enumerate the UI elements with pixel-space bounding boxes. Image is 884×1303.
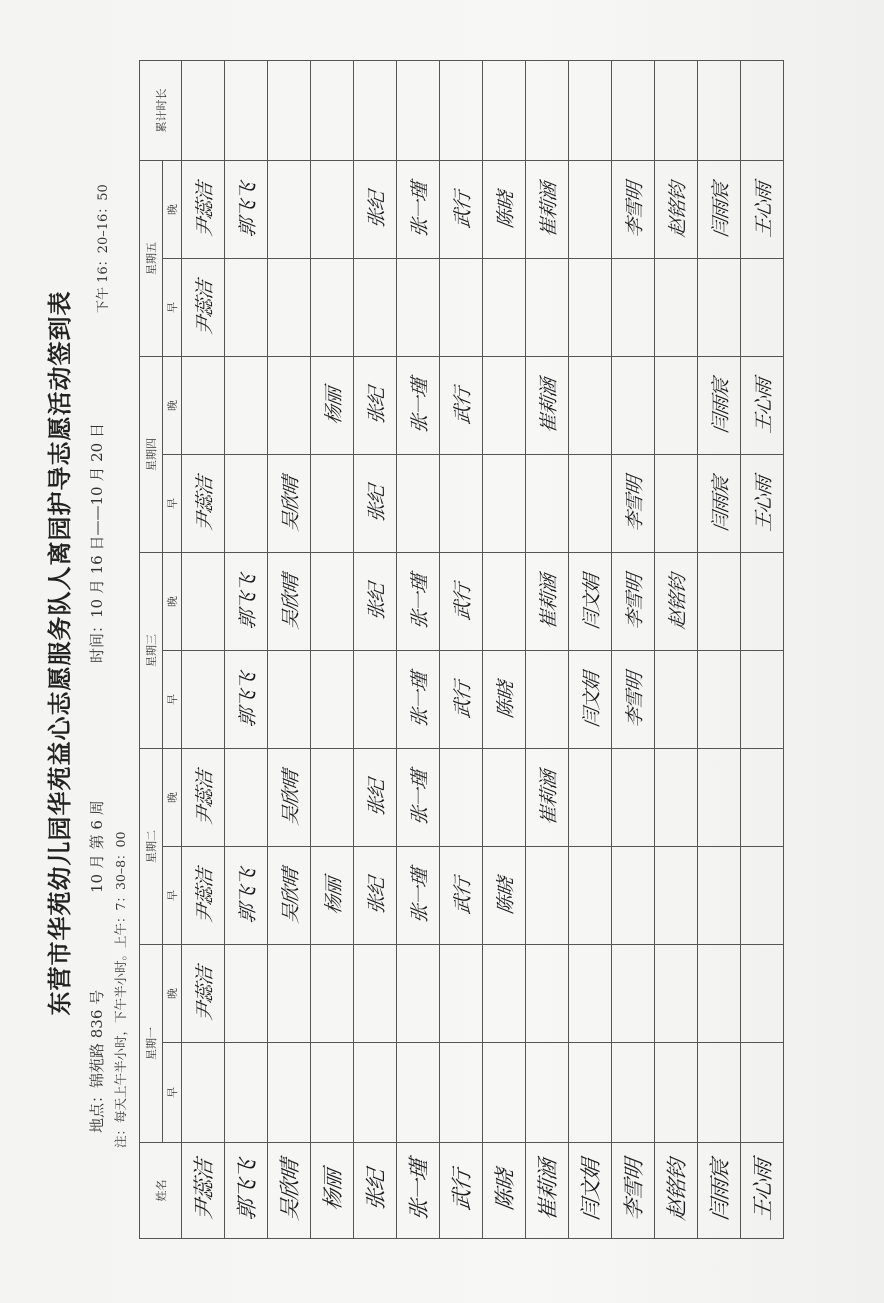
signature-cell [225, 357, 268, 455]
signature-cell [354, 945, 397, 1043]
evening-header: 晚 [163, 553, 182, 651]
signature-cell [612, 847, 655, 945]
signature: 张纪 [365, 582, 388, 622]
total-hours-cell [741, 61, 784, 161]
table-row [698, 61, 741, 1239]
signature-cell [569, 847, 612, 945]
sheet-title: 东营市华苑幼儿园华苑益心志愿服务队人离园护导志愿活动签到表 [45, 290, 74, 1016]
signature: 张纪 [365, 876, 388, 916]
volunteer-name-cell [526, 1143, 569, 1239]
signature-cell [483, 357, 526, 455]
signature: 张一瑾 [408, 573, 431, 631]
signature-cell [612, 357, 655, 455]
signature-cell [612, 749, 655, 847]
signature: 赵铭钧 [666, 573, 689, 631]
signature: 陈晓 [494, 876, 517, 916]
volunteer-name: 吴欣晴 [278, 1158, 302, 1223]
signature-cell [483, 259, 526, 357]
signature-cell [440, 651, 483, 749]
signature-cell [569, 357, 612, 455]
table-row [397, 61, 440, 1239]
header-row-slots [163, 61, 182, 1239]
table-row [225, 61, 268, 1239]
signature-cell [311, 651, 354, 749]
volunteer-name-cell [741, 1143, 784, 1239]
signature-cell [440, 259, 483, 357]
signature-cell [526, 945, 569, 1043]
signature-cell [741, 847, 784, 945]
signature: 张纪 [365, 484, 388, 524]
signature-cell [182, 455, 225, 553]
evening-header: 晚 [163, 161, 182, 259]
signature: 张一瑾 [408, 377, 431, 435]
signature-cell [182, 161, 225, 259]
volunteer-name-cell [698, 1143, 741, 1239]
volunteer-name: 武行 [450, 1168, 474, 1213]
signature: 武行 [451, 876, 474, 916]
signature: 崔莉涵 [537, 377, 560, 435]
signature-cell [569, 553, 612, 651]
signature: 尹蕊洁 [193, 475, 216, 533]
signature: 郭飞飞 [236, 867, 259, 925]
signature-cell [225, 259, 268, 357]
signature-cell [354, 749, 397, 847]
signature-cell [655, 357, 698, 455]
signature: 陈晓 [494, 190, 517, 230]
signature-cell [698, 1043, 741, 1143]
signature-cell [526, 651, 569, 749]
signature-cell [354, 847, 397, 945]
signature: 李雪明 [623, 671, 646, 729]
signature-cell [526, 1043, 569, 1143]
total-hours-cell [698, 61, 741, 161]
signature-cell [483, 1043, 526, 1143]
volunteer-name-cell [655, 1143, 698, 1239]
signature: 武行 [451, 582, 474, 622]
signature: 武行 [451, 190, 474, 230]
sign-in-table [139, 60, 784, 1239]
signature-cell [268, 945, 311, 1043]
signature: 武行 [451, 386, 474, 426]
evening-header: 晚 [163, 945, 182, 1043]
signature-cell [483, 455, 526, 553]
signature-cell [440, 1043, 483, 1143]
signature-cell [182, 651, 225, 749]
signature: 吴欣晴 [279, 475, 302, 533]
signature-cell [569, 749, 612, 847]
time-range-text: 时间：10 月 16 日——10 月 20 日 [88, 423, 106, 663]
table-row [268, 61, 311, 1239]
volunteer-name: 闫雨宸 [708, 1158, 732, 1223]
total-hours-cell [526, 61, 569, 161]
signature-cell [397, 259, 440, 357]
signature-cell [612, 945, 655, 1043]
signature-cell [483, 847, 526, 945]
signature-cell [440, 945, 483, 1043]
signature-cell [612, 161, 655, 259]
morning-header: 早 [163, 847, 182, 945]
signature: 张一瑾 [408, 769, 431, 827]
signature-cell [569, 259, 612, 357]
morning-header: 早 [163, 259, 182, 357]
total-hours-header: 累计时长 [140, 61, 182, 161]
signature-cell [655, 259, 698, 357]
volunteer-name-cell [483, 1143, 526, 1239]
signature-cell [440, 553, 483, 651]
signature-cell [182, 749, 225, 847]
afternoon-time-text: 下午 16：20–16：50 [96, 184, 111, 313]
volunteer-name: 张纪 [364, 1168, 388, 1213]
signature-cell [225, 455, 268, 553]
signature-cell [655, 945, 698, 1043]
total-hours-cell [354, 61, 397, 161]
signature-cell [741, 259, 784, 357]
signature: 闫文娟 [580, 671, 603, 729]
signature-cell [698, 847, 741, 945]
signature: 尹蕊洁 [193, 965, 216, 1023]
signature-cell [440, 357, 483, 455]
table-row [526, 61, 569, 1239]
signature-cell [311, 749, 354, 847]
signature: 崔莉涵 [537, 573, 560, 631]
signature: 尹蕊洁 [193, 867, 216, 925]
signature-cell [225, 945, 268, 1043]
signature-cell [440, 749, 483, 847]
signature-cell [655, 1043, 698, 1143]
signature-cell [311, 847, 354, 945]
signature-cell [612, 1043, 655, 1143]
signature-cell [268, 1043, 311, 1143]
signature-cell [741, 553, 784, 651]
signature-cell [268, 651, 311, 749]
signature-cell [354, 161, 397, 259]
signature-cell [698, 357, 741, 455]
signature-cell [612, 259, 655, 357]
signature-cell [655, 847, 698, 945]
volunteer-name-cell [440, 1143, 483, 1239]
signature-cell [182, 847, 225, 945]
signature: 吴欣晴 [279, 573, 302, 631]
signature-cell [268, 357, 311, 455]
signature-cell [397, 1043, 440, 1143]
total-hours-cell [440, 61, 483, 161]
signature-cell [741, 1043, 784, 1143]
signature: 尹蕊洁 [193, 769, 216, 827]
signature-cell [526, 161, 569, 259]
signature-cell [225, 1043, 268, 1143]
signature-cell [741, 945, 784, 1043]
signature-cell [698, 161, 741, 259]
signature-cell [354, 651, 397, 749]
signature-cell [182, 357, 225, 455]
evening-header: 晚 [163, 357, 182, 455]
signature: 张纪 [365, 778, 388, 818]
signature-cell [612, 651, 655, 749]
signature: 闫雨宸 [709, 181, 732, 239]
signature-cell [311, 161, 354, 259]
signature-cell [698, 749, 741, 847]
signature: 郭飞飞 [236, 573, 259, 631]
signature-cell [225, 651, 268, 749]
signature-cell [354, 455, 397, 553]
signature: 王心雨 [752, 181, 775, 239]
signature: 尹蕊洁 [193, 279, 216, 337]
signature: 李雪明 [623, 573, 646, 631]
volunteer-name: 王心雨 [751, 1158, 775, 1223]
morning-header: 早 [163, 651, 182, 749]
signature-cell [655, 651, 698, 749]
signature-cell [225, 161, 268, 259]
day-header: 星期一 [140, 945, 163, 1143]
table-row [354, 61, 397, 1239]
volunteer-name-cell [311, 1143, 354, 1239]
volunteer-name: 崔莉涵 [536, 1158, 560, 1223]
signature-cell [397, 847, 440, 945]
day-header: 星期三 [140, 553, 163, 749]
table-row [483, 61, 526, 1239]
total-hours-cell [225, 61, 268, 161]
volunteer-name: 郭飞飞 [235, 1158, 259, 1223]
volunteer-name-cell [569, 1143, 612, 1239]
evening-header: 晚 [163, 749, 182, 847]
signature-cell [397, 455, 440, 553]
signature-cell [698, 945, 741, 1043]
table-row [569, 61, 612, 1239]
sheet-meta [84, 93, 112, 1193]
signature-cell [182, 259, 225, 357]
signature: 崔莉涵 [537, 181, 560, 239]
header-row-days [140, 61, 163, 1239]
volunteer-name-cell [268, 1143, 311, 1239]
signature: 闫雨宸 [709, 377, 732, 435]
signature-cell [397, 749, 440, 847]
signature-cell [225, 847, 268, 945]
signature-cell [698, 651, 741, 749]
signature-cell [526, 847, 569, 945]
signature: 张一瑾 [408, 867, 431, 925]
signature-cell [483, 749, 526, 847]
signature-cell [569, 161, 612, 259]
signature-cell [397, 553, 440, 651]
signature-cell [311, 945, 354, 1043]
signature: 闫文娟 [580, 573, 603, 631]
signature-cell [483, 161, 526, 259]
signature-cell [483, 945, 526, 1043]
signature: 王心雨 [752, 377, 775, 435]
signature: 闫雨宸 [709, 475, 732, 533]
volunteer-name-cell [354, 1143, 397, 1239]
signature: 崔莉涵 [537, 769, 560, 827]
signature-cell [483, 553, 526, 651]
total-hours-cell [612, 61, 655, 161]
signature-cell [698, 553, 741, 651]
signature-cell [354, 553, 397, 651]
signature: 郭飞飞 [236, 181, 259, 239]
volunteer-name: 尹蕊洁 [192, 1158, 216, 1223]
signature-cell [655, 749, 698, 847]
signature-cell [182, 945, 225, 1043]
volunteer-name: 陈晓 [493, 1168, 517, 1213]
signature-cell [182, 553, 225, 651]
volunteer-name: 赵铭钧 [665, 1158, 689, 1223]
signature-cell [354, 1043, 397, 1143]
signature-cell [569, 945, 612, 1043]
day-header: 星期四 [140, 357, 163, 553]
signature-cell [182, 1043, 225, 1143]
signature-cell [311, 357, 354, 455]
volunteer-name-cell [397, 1143, 440, 1239]
signature-cell [741, 651, 784, 749]
signature-cell [741, 357, 784, 455]
day-header: 星期五 [140, 161, 163, 357]
signature-cell [311, 1043, 354, 1143]
signature-cell [612, 455, 655, 553]
signature-cell [397, 357, 440, 455]
signature-cell [655, 553, 698, 651]
volunteer-name: 闫文娟 [579, 1158, 603, 1223]
signature-cell [268, 553, 311, 651]
signature: 尹蕊洁 [193, 181, 216, 239]
morning-header: 早 [163, 1043, 182, 1143]
signature: 杨丽 [322, 876, 345, 916]
signature-cell [526, 749, 569, 847]
total-hours-cell [569, 61, 612, 161]
total-hours-cell [268, 61, 311, 161]
table-row [741, 61, 784, 1239]
volunteer-name-cell [612, 1143, 655, 1239]
signature-cell [741, 161, 784, 259]
volunteer-name: 张一瑾 [407, 1158, 431, 1223]
signature: 赵铭钧 [666, 181, 689, 239]
morning-header: 早 [163, 455, 182, 553]
signature-cell [612, 553, 655, 651]
signature-cell [526, 259, 569, 357]
signature: 李雪明 [623, 475, 646, 533]
signature-cell [655, 161, 698, 259]
signature-cell [354, 259, 397, 357]
signature: 武行 [451, 680, 474, 720]
signature-cell [440, 847, 483, 945]
signature: 李雪明 [623, 181, 646, 239]
signature-cell [569, 1043, 612, 1143]
location-text: 地点：锦苑路 836 号 [88, 989, 106, 1133]
signature-cell [698, 455, 741, 553]
signature-cell [268, 749, 311, 847]
note-text: 注：每天上午半小时，下午半小时。上午：7：30–8：00 [113, 831, 128, 1148]
signature-cell [268, 847, 311, 945]
signature-cell [311, 553, 354, 651]
signature: 张纪 [365, 386, 388, 426]
total-hours-cell [483, 61, 526, 161]
table-row [440, 61, 483, 1239]
signature: 吴欣晴 [279, 769, 302, 827]
signature: 杨丽 [322, 386, 345, 426]
signature-cell [311, 259, 354, 357]
signature: 张一瑾 [408, 181, 431, 239]
signature: 陈晓 [494, 680, 517, 720]
signature-cell [741, 455, 784, 553]
signature-cell [268, 259, 311, 357]
table-row [311, 61, 354, 1239]
signature-cell [225, 553, 268, 651]
signature-cell [655, 455, 698, 553]
signature-cell [440, 161, 483, 259]
total-hours-cell [182, 61, 225, 161]
signature: 王心雨 [752, 475, 775, 533]
signature-cell [526, 357, 569, 455]
signature: 郭飞飞 [236, 671, 259, 729]
signature-cell [354, 357, 397, 455]
signature: 张纪 [365, 190, 388, 230]
signature-cell [483, 651, 526, 749]
signature-cell [268, 455, 311, 553]
signature-cell [397, 161, 440, 259]
signature-cell [698, 259, 741, 357]
signature-cell [569, 651, 612, 749]
table-row [612, 61, 655, 1239]
signature-cell [268, 161, 311, 259]
table-row [182, 61, 225, 1239]
day-header: 星期二 [140, 749, 163, 945]
volunteer-name: 杨丽 [321, 1168, 345, 1213]
signature-cell [741, 749, 784, 847]
signature-cell [225, 749, 268, 847]
total-hours-cell [397, 61, 440, 161]
week-text: 10 月 第 6 周 [88, 800, 106, 893]
total-hours-cell [311, 61, 354, 161]
signature-cell [311, 455, 354, 553]
table-body [182, 61, 784, 1239]
volunteer-name-cell [182, 1143, 225, 1239]
signature-cell [526, 553, 569, 651]
signature-cell [397, 651, 440, 749]
table-row [655, 61, 698, 1239]
total-hours-cell [655, 61, 698, 161]
signature-cell [526, 455, 569, 553]
signature-cell [440, 455, 483, 553]
signature: 吴欣晴 [279, 867, 302, 925]
volunteer-name: 李雪明 [622, 1158, 646, 1223]
volunteer-name-cell [225, 1143, 268, 1239]
name-header: 姓名 [140, 1143, 182, 1239]
signature: 张一瑾 [408, 671, 431, 729]
signature-cell [569, 455, 612, 553]
signature-cell [397, 945, 440, 1043]
